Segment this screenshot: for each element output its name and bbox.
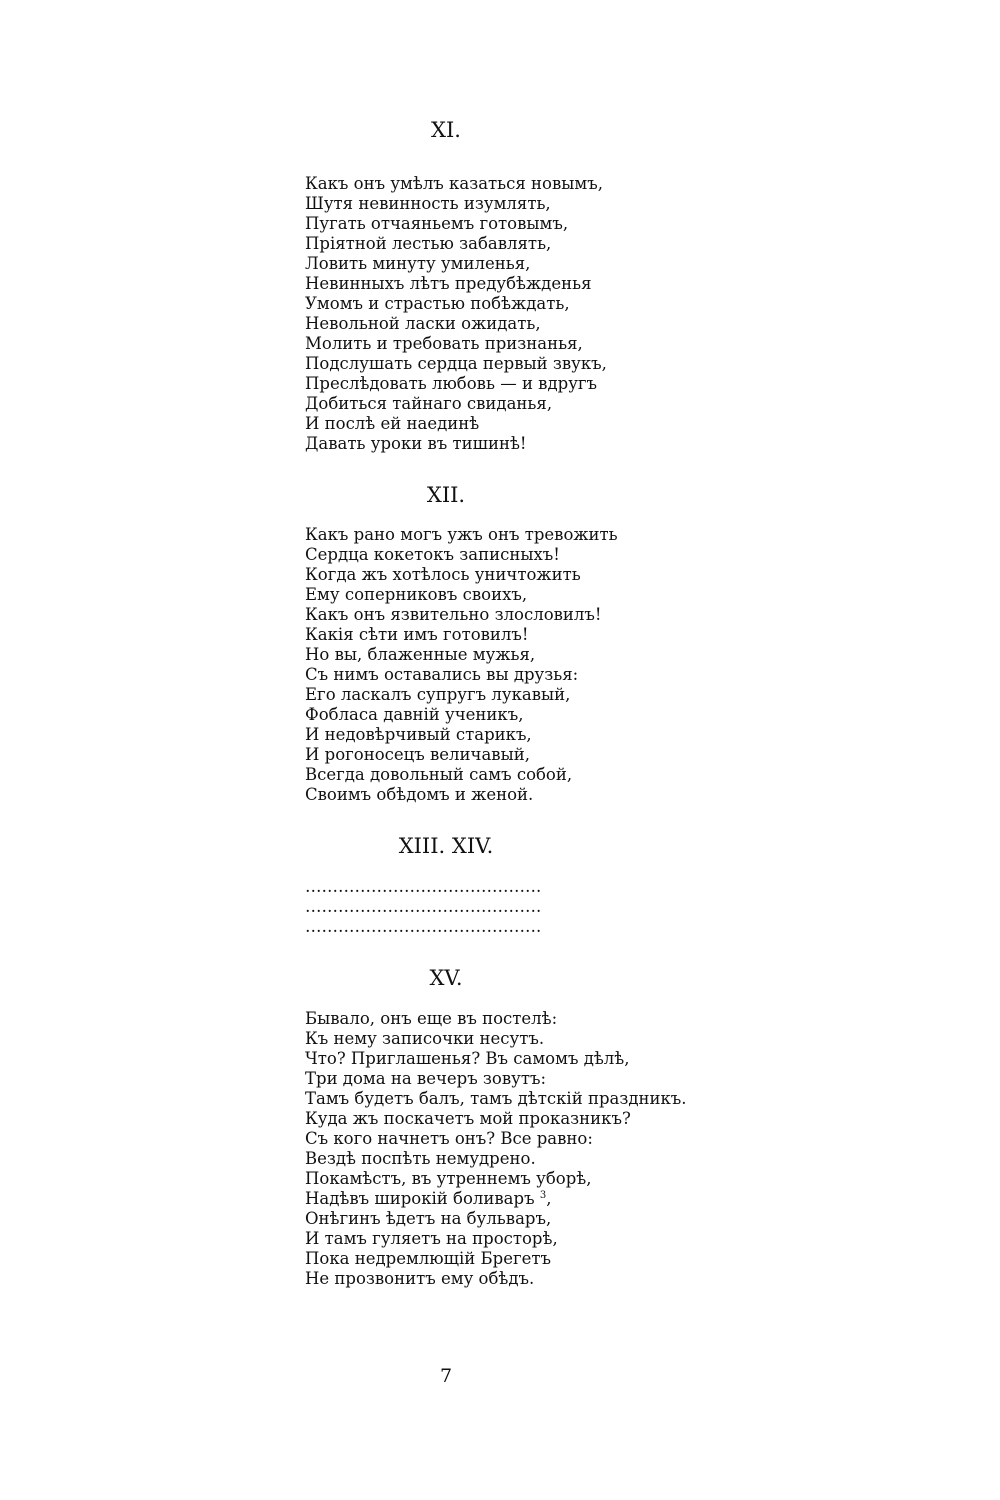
- verse-line: Невинныхъ лѣтъ предубѣжденья: [305, 274, 592, 293]
- verse-line: Какъ онъ язвительно злословилъ!: [305, 605, 602, 624]
- verse-line: Съ нимъ оставались вы друзья:: [305, 665, 579, 684]
- verse-line: Невольной ласки ожидать,: [305, 314, 541, 333]
- verse-line: Куда жъ поскачетъ мой проказникъ?: [305, 1109, 631, 1128]
- verse-line: Три дома на вечеръ зовутъ:: [305, 1069, 547, 1088]
- verse-line: Его ласкалъ супругъ лукавый,: [305, 685, 571, 704]
- verse-line: Давать уроки въ тишинѣ!: [305, 434, 527, 453]
- verse-line: Всегда довольный самъ собой,: [305, 765, 573, 784]
- section-heading-xv: XV.: [429, 966, 463, 990]
- verse-line: Ловить минуту умиленья,: [305, 254, 531, 273]
- page-number: 7: [439, 1365, 453, 1387]
- verse-line: Добиться тайнаго свиданья,: [305, 394, 553, 413]
- stanza-xi: [305, 174, 607, 454]
- verse-line: Когда жъ хотѣлось уничтожить: [305, 565, 581, 584]
- verse-line: Своимъ обѣдомъ и женой.: [305, 785, 534, 804]
- stanza-xii: [305, 525, 618, 805]
- stanza-xiii-xiv-omitted: [305, 877, 541, 937]
- footnote-marker[interactable]: 3: [539, 1190, 547, 1201]
- verse-line: И тамъ гуляетъ на просторѣ,: [305, 1229, 558, 1248]
- ellipsis-line: …………………………………….: [305, 917, 542, 936]
- verse-line: Пріятной лестью забавлять,: [305, 234, 552, 253]
- verse-line-with-footnote: [305, 1189, 687, 1209]
- section-heading-xi: XI.: [431, 118, 461, 142]
- verse-line: Какъ рано могъ ужъ онъ тревожить: [305, 525, 618, 544]
- verse-line: И недовѣрчивый старикъ,: [305, 725, 532, 744]
- verse-line: Умомъ и страстью побѣждать,: [305, 294, 570, 313]
- stanza-xv: [305, 1009, 687, 1289]
- verse-line: Тамъ будетъ балъ, тамъ дѣтскій праздникъ.: [305, 1089, 687, 1108]
- verse-line: Подслушать сердца первый звукъ,: [305, 354, 607, 373]
- verse-line: Какъ онъ умѣлъ казаться новымъ,: [305, 174, 603, 193]
- verse-line: Шутя невинность изумлять,: [305, 194, 551, 213]
- section-heading-xiii-xiv: XIII. XIV.: [398, 834, 494, 858]
- verse-line: Сердца кокетокъ записныхъ!: [305, 545, 560, 564]
- verse-line: Преслѣдовать любовь — и вдругъ: [305, 374, 598, 393]
- verse-line: Бывало, онъ еще въ постелѣ:: [305, 1009, 558, 1028]
- verse-line: Онѣгинъ ѣдетъ на бульваръ,: [305, 1209, 552, 1228]
- section-heading-xii: XII.: [426, 483, 466, 507]
- verse-line: Молить и требовать признанья,: [305, 334, 583, 353]
- verse-line-punctuation: ,: [546, 1189, 552, 1208]
- verse-line: Пока недремлющій Брегетъ: [305, 1249, 551, 1268]
- verse-line: Ему соперниковъ своихъ,: [305, 585, 528, 604]
- verse-line: И послѣ ей наединѣ: [305, 414, 480, 433]
- verse-line: Съ кого начнетъ онъ? Все равно:: [305, 1129, 593, 1148]
- ellipsis-line: …………………………………….: [305, 877, 542, 896]
- verse-line: Фобласа давній ученикъ,: [305, 705, 524, 724]
- verse-line: Но вы, блаженные мужья,: [305, 645, 536, 664]
- verse-line: Что? Приглашенья? Въ самомъ дѣлѣ,: [305, 1049, 630, 1068]
- verse-line-text: Надѣвъ широкій боливаръ: [305, 1189, 535, 1208]
- verse-line: Не прозвонитъ ему обѣдъ.: [305, 1269, 535, 1288]
- verse-line: Какія сѣти имъ готовилъ!: [305, 625, 529, 644]
- ellipsis-line: …………………………………….: [305, 897, 542, 916]
- verse-line: Пугать отчаяньемъ готовымъ,: [305, 214, 569, 233]
- verse-line: И рогоносецъ величавый,: [305, 745, 530, 764]
- verse-line: Вездѣ поспѣть немудрено.: [305, 1149, 536, 1168]
- verse-line: Къ нему записочки несутъ.: [305, 1029, 545, 1048]
- verse-line: Покамѣстъ, въ утреннемъ уборѣ,: [305, 1169, 592, 1188]
